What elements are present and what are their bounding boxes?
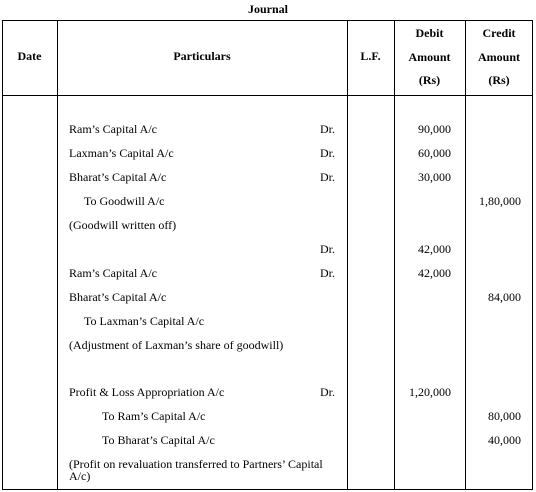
entry-debit: 90,000 [418,122,451,136]
entry-credit: 84,000 [488,290,521,304]
entry-debit: 42,000 [418,242,451,256]
entry-particulars: Laxman’s Capital A/c [69,146,174,160]
journal-table [2,20,533,490]
header-debit-line2: Amount [408,50,451,64]
entry-credit: 80,000 [488,409,521,423]
journal-title: Journal [247,2,288,16]
header-credit-line3: (Rs) [488,73,510,87]
entry-dr: Dr. [320,385,335,399]
header-date: Date [17,49,42,63]
entry-dr: Dr. [320,122,335,136]
column-divider [394,20,395,490]
entry-debit: 1,20,000 [409,385,451,399]
header-lf: L.F. [360,49,381,63]
header-divider [2,95,533,96]
header-credit-line1: Credit [482,26,516,40]
entry-particulars: To Goodwill A/c [84,194,165,208]
entry-particulars: Bharat’s Capital A/c [69,290,167,304]
column-divider [57,20,58,490]
entry-particulars: Ram’s Capital A/c [69,122,157,136]
column-divider [465,20,466,490]
entry-credit: 1,80,000 [479,194,521,208]
entry-dr: Dr. [320,242,335,256]
entry-dr: Dr. [320,146,335,160]
entry-particulars: To Ram’s Capital A/c [102,409,206,423]
column-divider [347,20,348,490]
entry-narration: (Adjustment of Laxman’s share of goodwill) [69,338,284,352]
header-credit-line2: Amount [477,50,520,64]
entry-debit: 42,000 [418,266,451,280]
entry-particulars: Profit & Loss Appropriation A/c [69,385,225,399]
entry-narration: (Goodwill written off) [69,218,177,232]
entry-particulars: To Bharat’s Capital A/c [102,433,215,447]
entry-particulars: To Laxman’s Capital A/c [84,314,205,328]
entry-credit: 40,000 [488,433,521,447]
header-particulars: Particulars [173,49,231,63]
entry-debit: 30,000 [418,170,451,184]
entry-dr: Dr. [320,170,335,184]
entry-debit: 60,000 [418,146,451,160]
entry-particulars: Bharat’s Capital A/c [69,170,167,184]
header-debit-line1: Debit [415,26,444,40]
header-debit-line3: (Rs) [418,73,441,87]
entry-particulars: Ram’s Capital A/c [69,266,157,280]
entry-narration: (Profit on revaluation transferred to Partners’ Capital A/c) [69,457,323,483]
entry-dr: Dr. [320,266,335,280]
